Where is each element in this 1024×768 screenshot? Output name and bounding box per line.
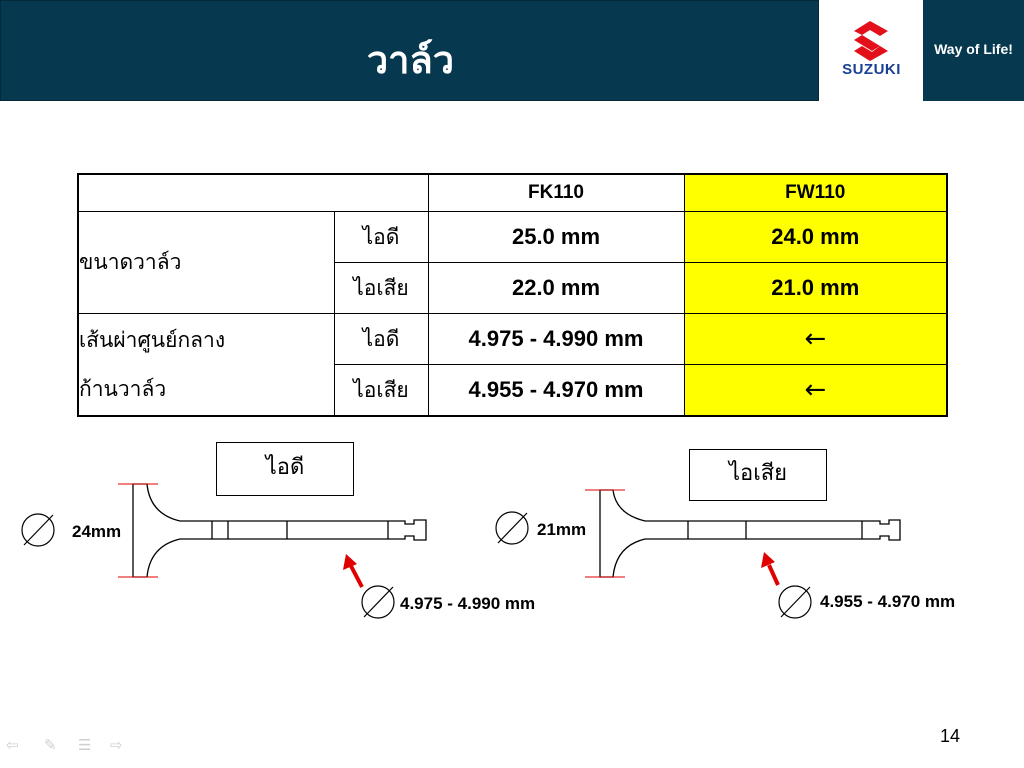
value-fw110: 24.0 mm (684, 212, 947, 263)
title-bar (0, 0, 819, 101)
param-line-2: ก้านวาล์ว (79, 376, 167, 401)
diameter-icon (496, 512, 528, 544)
arrow-left-icon[interactable]: ⇦ (6, 737, 19, 754)
cond-intake: ไอดี (334, 314, 428, 365)
valve-spec-table (77, 173, 948, 417)
suzuki-logo (820, 0, 923, 101)
table-row (78, 212, 947, 263)
value-fk110: 25.0 mm (428, 212, 684, 263)
table-row (78, 314, 947, 365)
value-fk110: 22.0 mm (428, 263, 684, 314)
diameter-icon (362, 586, 394, 618)
slogan-text: Way of Life! (934, 41, 1013, 57)
cond-exhaust: ไอเสีย (334, 365, 428, 417)
page-number: 14 (939, 726, 961, 746)
value-fk110: 4.955 - 4.970 mm (428, 365, 684, 417)
menu-icon[interactable]: ☰ (78, 737, 92, 754)
slide-title: วาล์ว (366, 37, 455, 82)
param-valve-size: ขนาดวาล์ว (78, 212, 334, 314)
brand-name: SUZUKI (842, 61, 901, 78)
pen-icon[interactable]: ✎ (44, 737, 57, 754)
header-cell-fw110: FW110 (684, 174, 947, 212)
diameter-icon (779, 586, 811, 618)
intake-label-box: ไอดี (216, 442, 354, 496)
intake-stem-dimension: 4.975 - 4.990 mm (400, 594, 536, 613)
param-stem-diameter (78, 314, 334, 417)
exhaust-label-box: ไอเสีย (689, 449, 827, 501)
same-as-left-arrow-icon: ← (684, 365, 947, 417)
table-header-row (78, 174, 947, 212)
param-line-1: เส้นผ่าศูนย์กลาง (79, 327, 226, 352)
slogan-panel (923, 0, 1024, 101)
intake-head-dimension: 24mm (72, 522, 122, 541)
header-cell-empty (78, 174, 428, 212)
cond-exhaust: ไอเสีย (334, 263, 428, 314)
same-as-left-arrow-icon: ← (684, 314, 947, 365)
value-fw110: 21.0 mm (684, 263, 947, 314)
exhaust-head-dimension: 21mm (537, 520, 587, 539)
red-pointer-arrow-icon (343, 554, 362, 587)
suzuki-s-logo-icon (850, 21, 892, 61)
intake-valve-drawing (133, 484, 426, 577)
slide-header (0, 0, 1024, 103)
red-pointer-arrow-icon (761, 552, 778, 585)
cond-intake: ไอดี (334, 212, 428, 263)
arrow-right-icon[interactable]: ⇨ (110, 737, 123, 754)
diameter-icon (22, 514, 54, 546)
exhaust-stem-dimension: 4.955 - 4.970 mm (820, 592, 956, 611)
value-fk110: 4.975 - 4.990 mm (428, 314, 684, 365)
header-cell-fk110: FK110 (428, 174, 684, 212)
exhaust-valve-drawing (600, 490, 900, 577)
